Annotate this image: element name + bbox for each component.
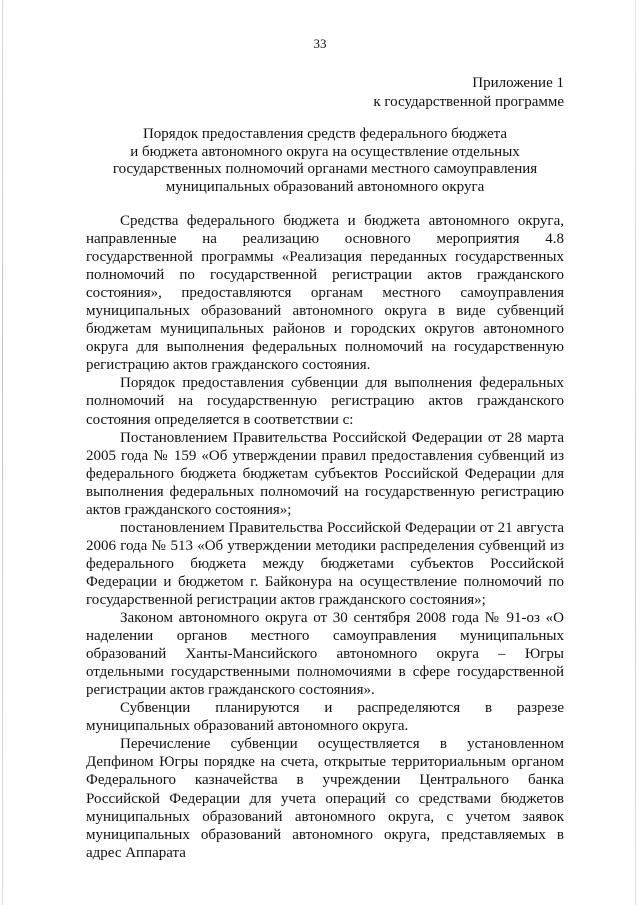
body-paragraph: Субвенции планируются и распределяются в разрезе муниципальных образований автономного округа. [86,700,564,735]
appendix-line-2: к государственной программе [373,94,564,110]
title-line: государственных полномочий органами местного самоуправления [112,161,538,177]
document-body [86,212,564,862]
title-line: Порядок предоставления средств федерального бюджета [142,126,508,142]
appendix-header [373,74,564,112]
body-paragraph: постановлением Правительства Российской Федерации от 21 августа 2006 года № 513 «Об утверждении методики распределения субвенций из федерального бюджета между бюджетами субъектов Российской Федерации и бюджетом г. Байконура на осуществление полномочий по государственной регистрации актов гражданского состояния»; [86,519,564,608]
body-paragraph: Постановлением Правительства Российской Федерации от 28 марта 2005 года № 159 «Об утверждении правил предоставления субвенций из федерального бюджета бюджетам субъектов Российской Федерации для выполнения федеральных полномочий на государственную регистрацию актов гражданского состояния»; [86,429,564,518]
body-paragraph: Порядок предоставления субвенции для выполнения федеральных полномочий на государственную регистрацию актов гражданского состояния определяется в соответствии с: [86,375,564,428]
appendix-line-1: Приложение 1 [472,75,564,91]
title-line: муниципальных образований автономного округа [165,178,485,195]
title-line: и бюджета автономного округа на осуществление отдельных [130,143,520,160]
body-paragraph: Средства федерального бюджета и бюджета автономного округа, направленные на реализацию основного мероприятия 4.8 государственной программы «Реализация переданных государственных полномочий по государственной регистрации актов гражданского состояния», предоставляются органам местного самоуправления муниципальных образований автономного округа в виде субвенций бюджетам муниципальных районов и городских округов автономного округа для выполнения федеральных полномочий на государственную регистрацию актов гражданского состояния. [86,213,564,374]
scan-edge-right [635,0,636,905]
body-paragraph: Перечисление субвенции осуществляется в установленном Депфином Югры порядке на счета, открытые территориальным органом Федерального казначейства в учреждении Центрального банка Российской Федерации для учета операций со средствами бюджетов муниципальных образований автономного округа, с учетом заявок муниципальных образований автономного округа, представляемых в адрес Аппарата [86,736,564,861]
scan-edge-left [2,0,3,905]
page-number: 33 [313,36,327,51]
document-title [90,126,560,196]
body-paragraph: Законом автономного округа от 30 сентября 2008 года № 91-оз «О наделении органов местного самоуправления муниципальных образований Ханты-Мансийского автономного округа – Югры отдельными государственными полномочиями в сфере государственной регистрации актов гражданского состояния». [86,610,564,699]
